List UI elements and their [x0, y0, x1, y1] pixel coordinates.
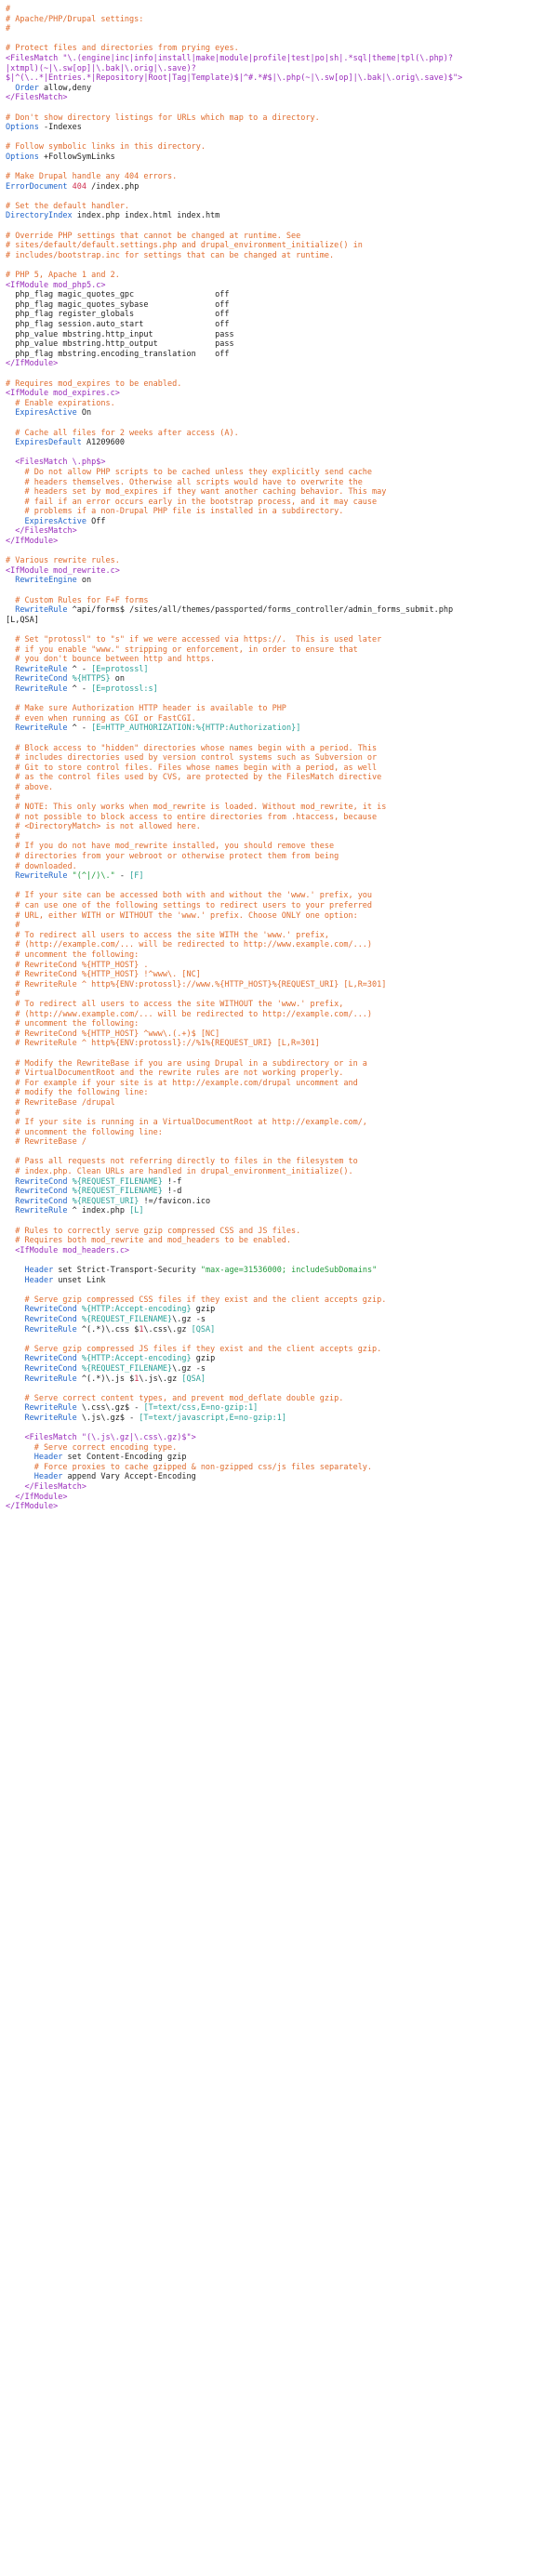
code-line: RewriteRule ^ - [E=protossl]	[15, 664, 149, 674]
blank-line	[6, 1384, 558, 1394]
code-line: RewriteRule ^api/forms$ /sites/all/themes/passported/forms_controller/admin_forms_submit.php	[15, 605, 454, 616]
code-line: </IfModule>	[6, 1492, 68, 1502]
comment-line: # RewriteBase /	[6, 1137, 86, 1148]
code-line: <IfModule mod_rewrite.c>	[6, 565, 120, 576]
blank-line	[6, 695, 558, 705]
code-line: RewriteEngine on	[15, 576, 92, 586]
blank-line	[6, 260, 558, 271]
blank-line	[6, 882, 558, 892]
blank-line	[6, 1285, 558, 1295]
blank-line	[6, 734, 558, 744]
comment-line: # Custom Rules for F+F forms	[6, 595, 149, 605]
code-line: RewriteRule ^ - [E=protossl:s]	[15, 684, 158, 694]
comment-line: # To redirect all users to access the site WITH the 'www.' prefix,	[6, 930, 329, 940]
comment-line: # <DirectoryMatch> is not allowed here.	[6, 822, 201, 832]
comment-line: # Set "protossl" to "s" if we were accessed via https://. This is used later	[6, 635, 382, 644]
blank-line	[6, 418, 558, 429]
blank-line	[6, 448, 558, 458]
code-line: ExpiresActive Off	[24, 516, 106, 526]
comment-line: #	[6, 989, 20, 1000]
comment-line: # Requires mod_expires to be enabled.	[6, 378, 182, 389]
comment-line: # Cache all files for 2 weeks after access (A).	[6, 428, 239, 438]
code-line: php_flag mbstring.encoding_translation off	[6, 349, 230, 359]
comment-line: # (http://example.com/... will be redirected to http://www.example.com/...)	[6, 940, 373, 950]
code-line: <FilesMatch "(\.js\.gz|\.css\.gz)$">	[6, 1433, 196, 1443]
comment-line: # RewriteCond %{HTTP_HOST} ^www\.(.+)$ [NC]	[6, 1029, 220, 1039]
comment-line: # modify the following line:	[6, 1088, 149, 1098]
comment-line: # RewriteBase /drupal	[6, 1097, 115, 1108]
blank-line	[6, 133, 558, 143]
code-line: php_flag magic_quotes_gpc off	[6, 290, 230, 300]
code-line: RewriteRule ^(.*)\.js $1\.js\.gz [QSA]	[24, 1374, 206, 1384]
code-line: Header set Content-Encoding gzip	[33, 1453, 187, 1463]
blank-line	[6, 1255, 558, 1266]
code-line: </IfModule>	[6, 359, 59, 369]
comment-line: # NOTE: This only works when mod_rewrite is loaded. Without mod_rewrite, it is	[6, 803, 387, 813]
code-line: ExpiresActive On	[15, 408, 92, 418]
comment-line: # downloaded.	[6, 861, 77, 871]
comment-line: # Don't show directory listings for URLs which map to a directory.	[6, 113, 320, 123]
comment-line: # RewriteRule ^ http%{ENV:protossl}://www.%{HTTP_HOST}%{REQUEST_URI} [L,R=301]	[6, 979, 387, 989]
comment-line: # If your site is running in a VirtualDocumentRoot at http://example.com/,	[6, 1118, 367, 1128]
blank-line	[6, 34, 558, 45]
comment-line: # Follow symbolic links in this directory.	[6, 142, 206, 153]
comment-line: # if you enable "www." stripping or enforcement, in order to ensure that	[6, 644, 358, 655]
comment-line: # Make Drupal handle any 404 errors.	[6, 172, 178, 182]
code-line: </FilesMatch>	[6, 1482, 86, 1493]
blank-line	[6, 547, 558, 557]
comment-line: # Override PHP settings that cannot be changed at runtime. See	[6, 231, 301, 241]
comment-line: # Serve gzip compressed JS files if they exist and the client accepts gzip.	[6, 1344, 382, 1354]
code-line: </FilesMatch>	[6, 526, 77, 537]
blank-line	[6, 192, 558, 202]
code-line: Options -Indexes	[6, 123, 82, 133]
comment-line: # Requires both mod_rewrite and mod_headers to be enabled.	[6, 1236, 292, 1246]
code-line: |xtmpl)(~|\.sw[op]|\.bak|\.orig|\.save)?	[6, 63, 196, 73]
comment-line: # uncomment the following:	[6, 1019, 140, 1029]
comment-line: # Block access to "hidden" directories whose names begin with a period. This	[6, 743, 378, 753]
comment-line: # (http://www.example.com/... will be redirected to http://example.com/...)	[6, 1009, 373, 1019]
comment-line: # PHP 5, Apache 1 and 2.	[6, 271, 120, 281]
comment-line: # uncomment the following:	[6, 950, 140, 960]
comment-line: #	[6, 1108, 20, 1118]
comment-line: # Protect files and directories from prying eyes.	[6, 44, 239, 54]
blank-line	[6, 221, 558, 232]
blank-line	[6, 103, 558, 113]
comment-line: # Serve correct content types, and prevent mod_deflate double gzip.	[6, 1393, 344, 1403]
code-line: </IfModule>	[6, 1502, 59, 1512]
comment-line: # includes directories used by version control systems such as Subversion or	[6, 753, 378, 764]
comment-line: # as the control files used by CVS, are protected by the FilesMatch directive	[6, 773, 382, 783]
comment-line: # Set the default handler.	[6, 201, 130, 211]
comment-line: # Make sure Authorization HTTP header is available to PHP	[6, 704, 286, 714]
blank-line	[6, 625, 558, 635]
blank-line	[6, 1334, 558, 1345]
code-line: </IfModule>	[6, 537, 59, 547]
code-line: php_flag register_globals off	[6, 310, 230, 320]
code-line: RewriteRule "(^|/)\." - [F]	[15, 871, 144, 882]
blank-line	[6, 369, 558, 379]
comment-line: # above.	[6, 782, 54, 792]
code-line: php_value mbstring.http_input pass	[6, 329, 234, 339]
comment-line: # sites/default/default.settings.php and drupal_environment_initialize() in	[6, 241, 363, 251]
comment-line: # Enable expirations.	[6, 398, 115, 408]
code-line: ErrorDocument 404 /index.php	[6, 181, 140, 192]
comment-line: # Apache/PHP/Drupal settings:	[6, 14, 144, 24]
comment-line: # To redirect all users to access the site WITHOUT the 'www.' prefix,	[6, 999, 344, 1009]
comment-line: # problems if a non-Drupal PHP file is installed in a subdirectory.	[6, 507, 344, 517]
comment-line: # not possible to block access to entire directories from .htaccess, because	[6, 812, 378, 822]
blank-line	[6, 586, 558, 596]
code-line: <IfModule mod_expires.c>	[6, 389, 120, 399]
code-line: php_flag magic_quotes_sybase off	[6, 299, 230, 310]
code-line: <FilesMatch "\.(engine|inc|info|install|make|module|profile|test|po|sh|.*sql|theme|tpl(\.php)?	[6, 53, 454, 63]
comment-line: # If you do not have mod_rewrite installed, you should remove these	[6, 842, 335, 852]
code-line: <IfModule mod_headers.c>	[6, 1245, 130, 1255]
code-line: Header unset Link	[24, 1275, 106, 1285]
blank-line	[6, 1148, 558, 1158]
code-line: RewriteRule ^ index.php [L]	[15, 1206, 144, 1216]
code-line: RewriteCond %{HTTPS} on	[15, 674, 125, 684]
code-line: RewriteCond %{REQUEST_FILENAME} !-f	[15, 1176, 182, 1187]
comment-line: #	[6, 5, 11, 14]
comment-line: # VirtualDocumentRoot and the rewrite rules are not working properly.	[6, 1069, 344, 1079]
comment-line: # even when running as CGI or FastCGI.	[6, 713, 196, 724]
comment-line: # Git to store control files. Files whose names begin with a period, as well	[6, 763, 378, 773]
comment-line: #	[6, 24, 11, 34]
comment-line: # Pass all requests not referring directly to files in the filesystem to	[6, 1157, 358, 1167]
comment-line: #	[6, 831, 20, 842]
comment-line: # headers themselves. Otherwise all scripts would have to overwrite the	[6, 477, 363, 487]
code-line: <IfModule mod_php5.c>	[6, 280, 106, 290]
comment-line: # Force proxies to cache gzipped & non-gzipped css/js files separately.	[6, 1462, 373, 1472]
code-line: RewriteRule ^(.*)\.css $1\.css\.gz [QSA]	[24, 1324, 216, 1334]
comment-line: # index.php. Clean URLs are handled in drupal_environment_initialize().	[6, 1167, 353, 1177]
comment-line: # RewriteRule ^ http%{ENV:protossl}://%1%{REQUEST_URI} [L,R=301]	[6, 1039, 320, 1049]
comment-line: # Serve gzip compressed CSS files if they exist and the client accepts gzip.	[6, 1295, 387, 1305]
code-line: <FilesMatch \.php$>	[6, 458, 106, 468]
code-line: php_flag session.auto_start off	[6, 320, 230, 329]
comment-line: # URL, either WITH or WITHOUT the 'www.' prefix. Choose ONLY one option:	[6, 910, 358, 921]
code-line: $|^(\..*|Entries.*|Repository|Root|Tag|Template)$|^#.*#$|\.php(~|\.sw[op]|\.bak|\.orig\.save)$">	[6, 73, 463, 84]
blank-line	[6, 1424, 558, 1434]
comment-line: # headers set by mod_expires if they want another caching behavior. This may	[6, 487, 387, 498]
comment-line: # Modify the RewriteBase if you are using Drupal in a subdirectory or in a	[6, 1058, 367, 1069]
comment-line: # Rules to correctly serve gzip compressed CSS and JS files.	[6, 1226, 301, 1236]
comment-line: # Do not allow PHP scripts to be cached unless they explicitly send cache	[6, 467, 373, 477]
comment-line: # can use one of the following settings to redirect users to your preferred	[6, 901, 373, 911]
comment-line: #	[6, 792, 20, 803]
comment-line: # Serve correct encoding type.	[6, 1442, 178, 1453]
code-line: ExpiresDefault A1209600	[15, 438, 125, 448]
blank-line	[6, 163, 558, 173]
comment-line: # directories from your webroot or otherwise protect them from being	[6, 852, 339, 862]
comment-line: # RewriteCond %{HTTP_HOST} .	[6, 960, 149, 970]
code-line: Options +FollowSymLinks	[6, 152, 115, 162]
code-line: RewriteCond %{REQUEST_FILENAME}\.gz -s	[24, 1363, 206, 1374]
comment-line: # includes/bootstrap.inc for settings that can be changed at runtime.	[6, 250, 335, 260]
code-line: Order allow,deny	[15, 83, 92, 93]
code-line: RewriteCond %{REQUEST_URI} !=/favicon.ico	[15, 1196, 211, 1206]
code-line: RewriteCond %{REQUEST_FILENAME}\.gz -s	[24, 1314, 206, 1324]
code-line: RewriteCond %{HTTP:Accept-encoding} gzip	[24, 1305, 216, 1315]
code-line: </FilesMatch>	[6, 93, 68, 103]
code-line: RewriteRule ^ - [E=HTTP_AUTHORIZATION:%{HTTP:Authorization}]	[15, 724, 301, 734]
comment-line: # RewriteCond %{HTTP_HOST} !^www\. [NC]	[6, 970, 201, 980]
comment-line: # For example if your site is at http://example.com/drupal uncomment and	[6, 1078, 358, 1088]
code-line: RewriteCond %{HTTP:Accept-encoding} gzip	[24, 1354, 216, 1364]
code-line: RewriteRule \.js\.gz$ - [T=text/javascript,E=no-gzip:1]	[24, 1413, 286, 1423]
comment-line: #	[6, 921, 20, 931]
comment-line: # fail if an error occurs early in the bootstrap process, and it may cause	[6, 497, 378, 507]
comment-line: # If your site can be accessed both with and without the 'www.' prefix, you	[6, 891, 373, 901]
comment-line: # Various rewrite rules.	[6, 556, 120, 566]
code-line: DirectoryIndex index.php index.html index.htm	[6, 211, 220, 221]
code-line: php_value mbstring.http_output pass	[6, 339, 234, 350]
code-line: Header set Strict-Transport-Security "max-age=31536000; includeSubDomains"	[24, 1266, 378, 1275]
code-line: RewriteRule \.css\.gz$ - [T=text/css,E=no-gzip:1]	[24, 1403, 259, 1414]
code-line: Header append Vary Accept-Encoding	[33, 1472, 196, 1482]
comment-line: # uncomment the following line:	[6, 1127, 163, 1137]
comment-line: # you don't bounce between http and https.	[6, 655, 216, 665]
code-line: RewriteCond %{REQUEST_FILENAME} !-d	[15, 1187, 182, 1197]
blank-line	[6, 1049, 558, 1059]
blank-line	[6, 1216, 558, 1227]
code-line: [L,QSA]	[6, 615, 39, 625]
